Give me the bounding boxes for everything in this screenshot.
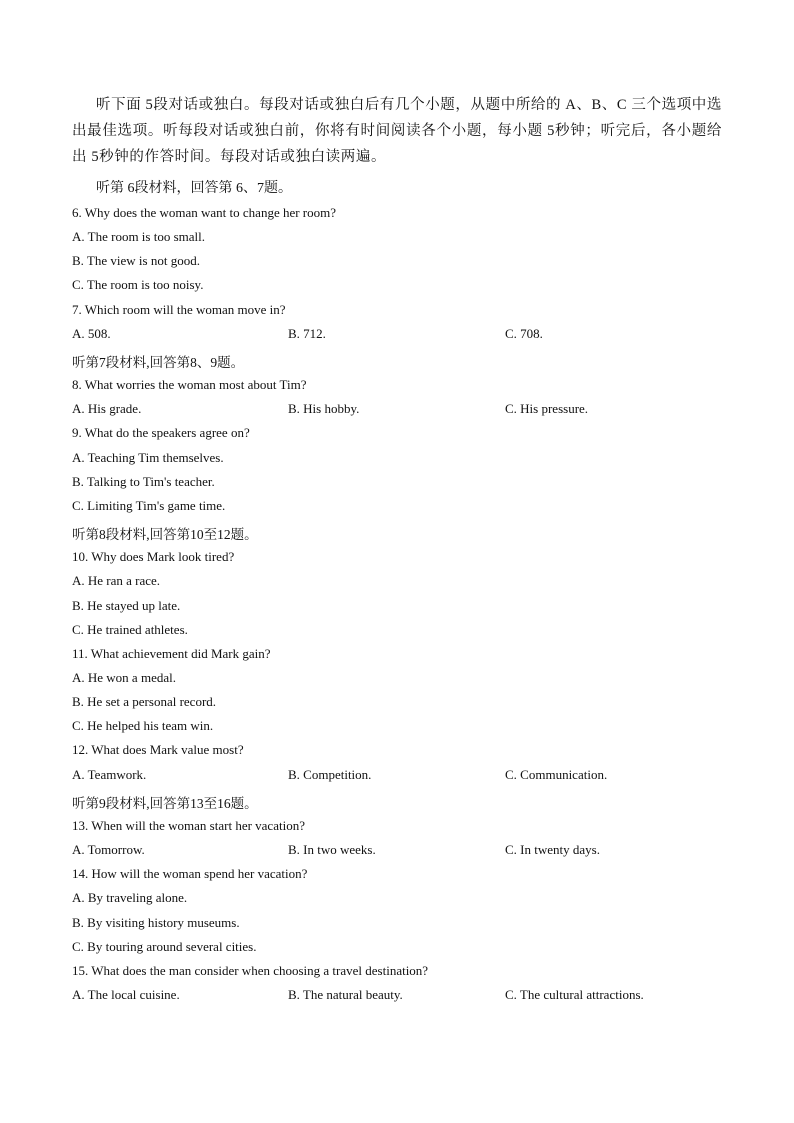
question-6-option-b: B. The view is not good. <box>72 253 200 268</box>
question-8-options <box>72 401 772 421</box>
question-8-option-b: B. His hobby. <box>288 401 360 416</box>
question-9-option-a: A. Teaching Tim themselves. <box>72 450 224 465</box>
question-14-option-c: C. By touring around several cities. <box>72 939 257 954</box>
question-7-option-a: A. 508. <box>72 326 111 341</box>
question-14-stem: 14. How will the woman spend her vacation? <box>72 866 308 881</box>
instructions-paragraph: 听下面 5段对话或独白。每段对话或独白后有几个小题，从题中所给的 A、B、C 三个选项中选出最佳选项。听每段对话或独白前，你将有时间阅读各个小题，每小题 5秒钟；听完后，各小题给出 5秒钟的作答时间。每段对话或独白读两遍。 <box>72 97 722 165</box>
question-12-option-b: B. Competition. <box>288 767 372 782</box>
question-12-stem: 12. What does Mark value most? <box>72 742 244 757</box>
question-11-option-c: C. He helped his team win. <box>72 718 214 733</box>
question-8-stem: 8. What worries the woman most about Tim? <box>72 377 307 392</box>
question-7-options <box>72 326 772 346</box>
section-6-heading: 听第 6段材料，回答第 6、7题。 <box>96 181 292 196</box>
question-6-stem: 6. Why does the woman want to change her room? <box>72 205 337 220</box>
question-6-option-a: A. The room is too small. <box>72 229 206 244</box>
question-13-options <box>72 842 772 862</box>
question-13-option-b: B. In two weeks. <box>288 842 376 857</box>
question-11-option-b: B. He set a personal record. <box>72 694 217 709</box>
section-9-heading: 听第9段材料,回答第13至16题。 <box>72 796 258 811</box>
section-8-heading: 听第8段材料,回答第10至12题。 <box>72 527 258 542</box>
question-15-option-a: A. The local cuisine. <box>72 987 180 1002</box>
question-13-stem: 13. When will the woman start her vacation? <box>72 818 305 833</box>
question-7-stem: 7. Which room will the woman move in? <box>72 302 286 317</box>
question-9-stem: 9. What do the speakers agree on? <box>72 425 250 440</box>
question-7-option-c: C. 708. <box>505 326 543 341</box>
section-7-heading: 听第7段材料,回答第8、9题。 <box>72 355 245 370</box>
question-12-options <box>72 767 772 787</box>
question-6-option-c: C. The room is too noisy. <box>72 277 204 292</box>
question-12-option-a: A. Teamwork. <box>72 767 147 782</box>
question-13-option-c: C. In twenty days. <box>505 842 600 857</box>
question-14-option-b: B. By visiting history museums. <box>72 915 240 930</box>
question-12-option-c: C. Communication. <box>505 767 608 782</box>
question-7-option-b: B. 712. <box>288 326 326 341</box>
question-15-options <box>72 987 772 1007</box>
question-9-option-b: B. Talking to Tim's teacher. <box>72 474 215 489</box>
question-10-stem: 10. Why does Mark look tired? <box>72 549 235 564</box>
question-13-option-a: A. Tomorrow. <box>72 842 145 857</box>
question-14-option-a: A. By traveling alone. <box>72 890 188 905</box>
question-15-option-c: C. The cultural attractions. <box>505 987 644 1002</box>
question-11-option-a: A. He won a medal. <box>72 670 176 685</box>
question-10-option-b: B. He stayed up late. <box>72 598 181 613</box>
question-10-option-c: C. He trained athletes. <box>72 622 188 637</box>
question-15-option-b: B. The natural beauty. <box>288 987 403 1002</box>
question-8-option-c: C. His pressure. <box>505 401 589 416</box>
question-10-option-a: A. He ran a race. <box>72 573 161 588</box>
question-9-option-c: C. Limiting Tim's game time. <box>72 498 226 513</box>
question-11-stem: 11. What achievement did Mark gain? <box>72 646 271 661</box>
question-8-option-a: A. His grade. <box>72 401 142 416</box>
question-15-stem: 15. What does the man consider when choosing a travel destination? <box>72 963 429 978</box>
